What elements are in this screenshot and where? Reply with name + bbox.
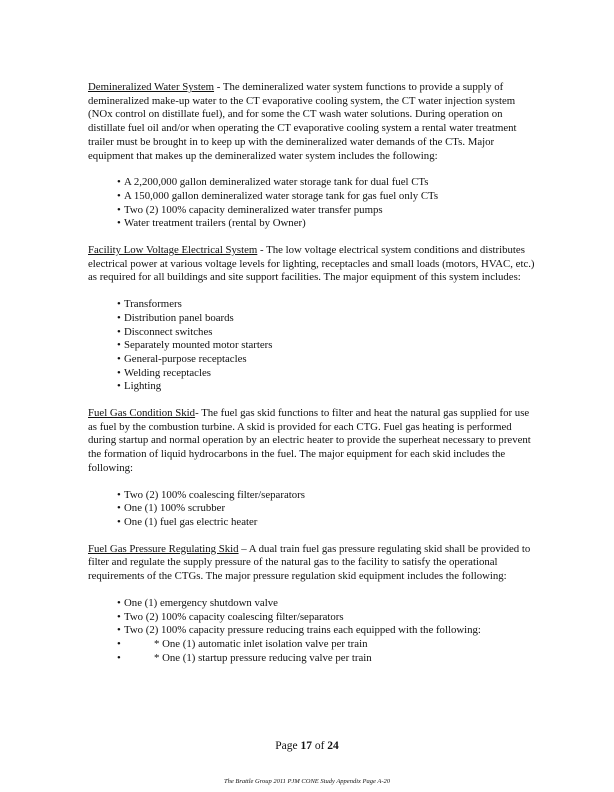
section-low-voltage-electrical (88, 244, 538, 285)
section-body: The low voltage electrical system conditions and distributes electrical power at various voltage levels for lighting, receptacles and small loads (motors, HVAC, etc.) as required for all buildings and site support facilities. The major equipment of this system includes: (88, 244, 535, 284)
bullet-icon: • (117, 380, 121, 393)
bullet-icon: • (117, 610, 121, 623)
section-fuel-gas-pressure-regulating-skid (88, 543, 538, 584)
heading-separator: – (238, 542, 249, 555)
list-item: • General-purpose receptacles (117, 352, 247, 365)
bullet-list-demineralized (88, 176, 538, 231)
section-fuel-gas-condition-skid (88, 407, 538, 476)
total-pages: 24 (327, 740, 339, 752)
list-item: • Water treatment trailers (rental by Owner) (117, 217, 306, 230)
section-heading: Fuel Gas Pressure Regulating Skid (88, 542, 239, 555)
section-body: A dual train fuel gas pressure regulating skid shall be provided to filter and regulate the supply pressure of the natural gas to the facility to satisfy the operational requirements of the CTGs. The major pressure regulation skid equipment includes the following: (88, 542, 531, 583)
list-item: • Distribution panel boards (117, 311, 234, 324)
section-body: The demineralized water system functions to provide a supply of demineralized make-up water to the CT evaporative cooling system, the CT water injection system (NOx control on distillate fuel), and for some the CT wash water solutions. During operation on distillate fuel oil and/or when operating the CT evaporative cooling system a rental water treatment trailer must be brought in to keep up with the demineralized water demands of the CTs. Major equipment that makes up the demineralized water system includes the following: (88, 81, 517, 162)
heading-separator: - (214, 81, 223, 93)
list-item: • One (1) emergency shutdown valve (117, 596, 278, 609)
bullet-icon: • (117, 651, 121, 664)
bullet-icon: • (117, 298, 121, 311)
heading-separator: - (195, 407, 202, 420)
section-body: The fuel gas skid functions to filter and heat the natural gas supplied for use as fuel by the combustion turbine. A skid is provided for each CTG. Fuel gas heating is performed during startup and normal operation by an electric heater to provide the superheat necessary to prevent the formation of liquid hydrocarbons in the fuel. The major equipment for each skid includes the following: (88, 407, 531, 474)
document-body (88, 81, 538, 665)
bullet-icon: • (117, 217, 121, 230)
list-item: • A 150,000 gallon demineralized water storage tank for gas fuel only CTs (117, 189, 439, 202)
page-footer: The Brattle Group 2011 PJM CONE Study Appendix Page A-20 (223, 778, 391, 785)
list-item: • Disconnect switches (117, 325, 213, 338)
heading-separator: - (257, 244, 267, 257)
bullet-icon: • (117, 515, 121, 528)
bullet-icon: • (117, 366, 121, 379)
bullet-list-fuel-gas (88, 489, 538, 530)
bullet-icon: • (117, 325, 121, 338)
bullet-icon: • (117, 189, 121, 202)
bullet-icon: • (117, 637, 121, 650)
list-subitem: • * One (1) automatic inlet isolation valve per train (117, 637, 368, 650)
list-item: • Two (2) 100% capacity pressure reducing trains each equipped with the following: (117, 624, 481, 637)
bullet-icon: • (117, 596, 121, 609)
bullet-icon: • (117, 502, 121, 515)
section-heading: Facility Low Voltage Electrical System (88, 244, 258, 257)
list-subitem: • * One (1) startup pressure reducing valve per train (117, 651, 372, 664)
page-number: Page 17 of 24 (275, 740, 339, 752)
list-item: • One (1) 100% scrubber (117, 502, 226, 515)
bullet-icon: • (117, 488, 121, 501)
list-item: • Two (2) 100% coalescing filter/separators (117, 488, 305, 501)
list-item: • One (1) fuel gas electric heater (117, 515, 258, 528)
list-item: • Welding receptacles (117, 366, 211, 379)
bullet-list-low-voltage (88, 298, 538, 394)
list-item: • Separately mounted motor starters (117, 339, 273, 352)
bullet-icon: • (117, 203, 121, 216)
list-item: • Lighting (117, 380, 162, 393)
bullet-icon: • (117, 339, 121, 352)
list-item: • Transformers (117, 298, 182, 311)
bullet-icon: • (117, 176, 121, 189)
section-heading: Fuel Gas Condition Skid (88, 407, 196, 420)
section-heading: Demineralized Water System (88, 81, 215, 93)
list-item: • Two (2) 100% capacity coalescing filter/separators (117, 610, 344, 623)
list-item: • A 2,200,000 gallon demineralized water storage tank for dual fuel CTs (117, 176, 429, 189)
bullet-icon: • (117, 624, 121, 637)
list-item: • Two (2) 100% capacity demineralized water transfer pumps (117, 203, 383, 216)
current-page: 17 (300, 740, 312, 752)
section-demineralized-water (88, 81, 538, 163)
bullet-list-pressure-regulating (88, 597, 538, 666)
bullet-icon: • (117, 311, 121, 324)
bullet-icon: • (117, 352, 121, 365)
